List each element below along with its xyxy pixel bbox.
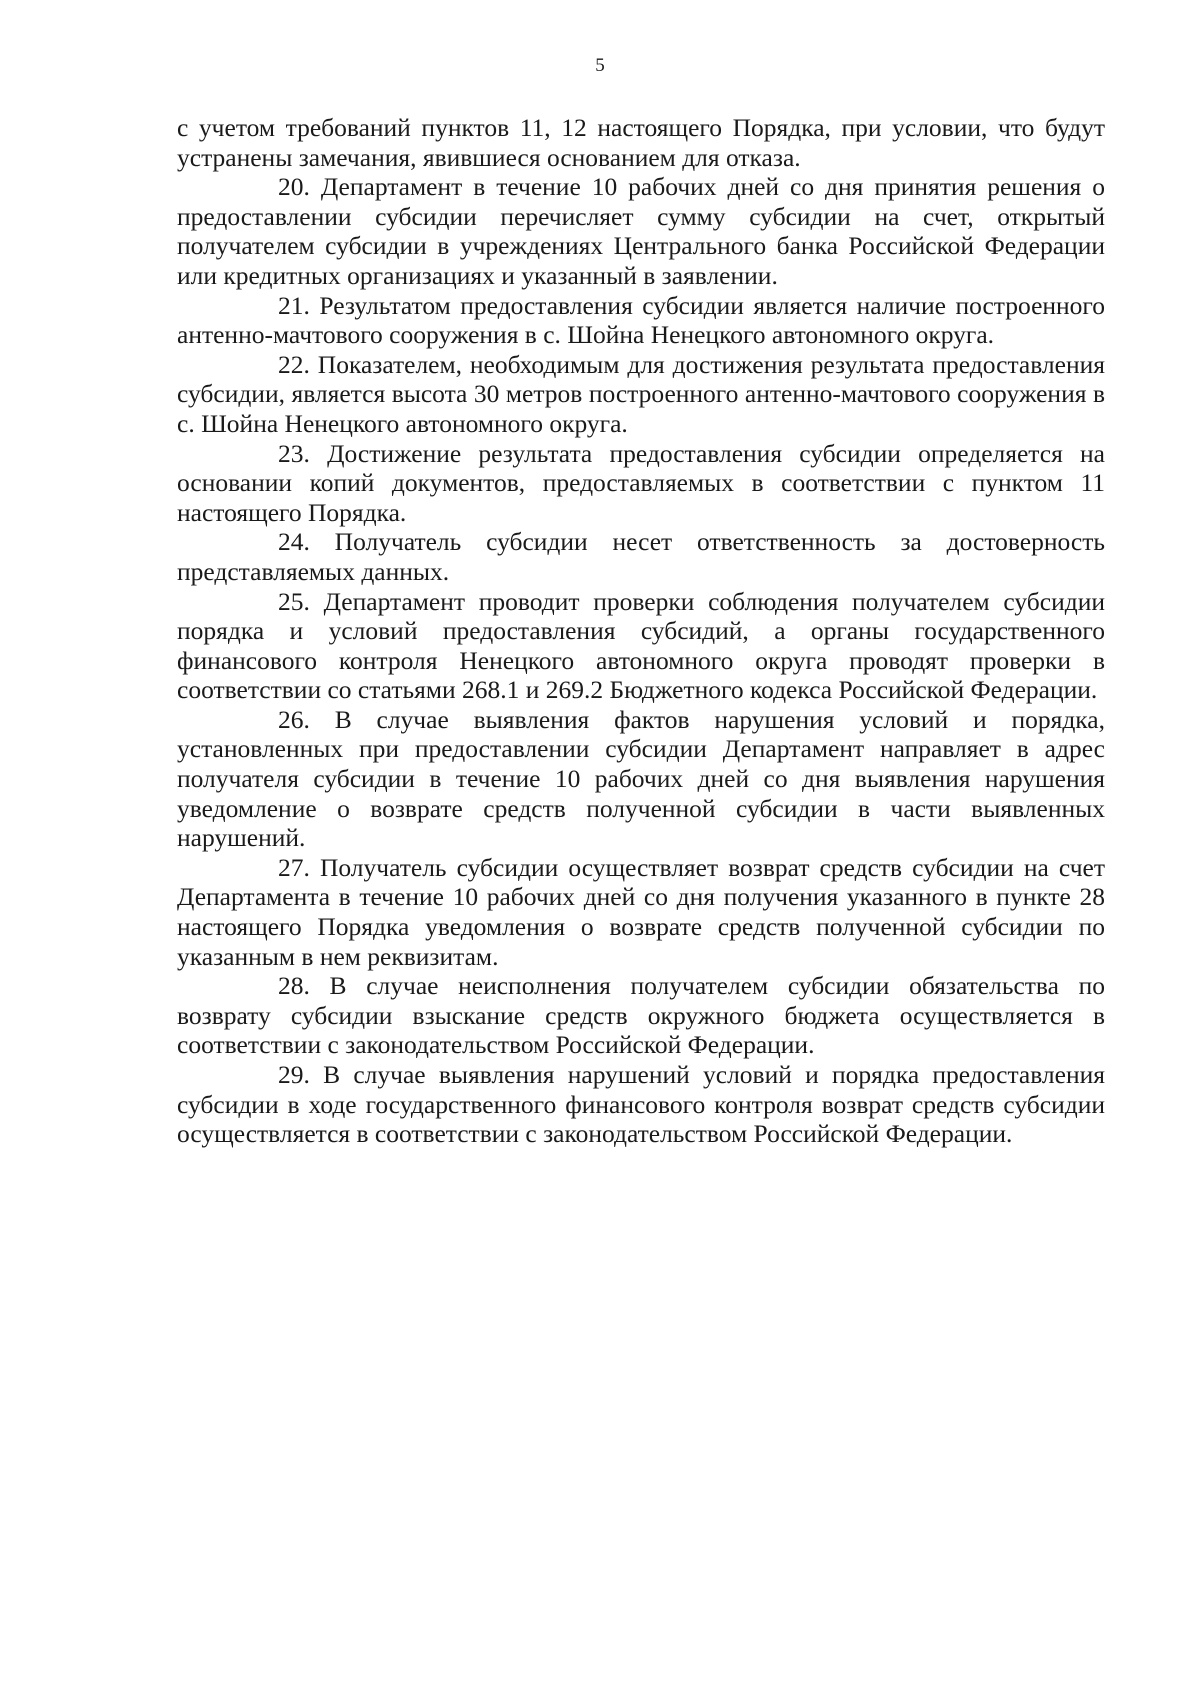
page-number: 5 <box>595 55 605 76</box>
document-body <box>177 113 1105 1149</box>
paragraph-22: 22. Показателем, необходимым для достижения результата предоставления субсидии, является высота 30 метров построенного антенно-мачтового сооружения в с. Шойна Ненецкого автономного округа. <box>177 349 1105 438</box>
paragraph-continuation: с учетом требований пунктов 11, 12 настоящего Порядка, при условии, что будут устранены замечания, явившиеся основанием для отказа. <box>177 113 1105 172</box>
paragraph-24: 24. Получатель субсидии несет ответственность за достоверность представляемых данных. <box>177 527 1105 586</box>
paragraph-23: 23. Достижение результата предоставления субсидии определяется на основании копий документов, предоставляемых в соответствии с пунктом 11 настоящего Порядка. <box>177 438 1105 527</box>
paragraph-27: 27. Получатель субсидии осуществляет возврат средств субсидии на счет Департамента в течение 10 рабочих дней со дня получения указанного в пункте 28 настоящего Порядка уведомления о возврате средств полученной субсидии по указанным в нем реквизитам. <box>177 852 1105 971</box>
paragraph-25: 25. Департамент проводит проверки соблюдения получателем субсидии порядка и условий предоставления субсидий, а органы государственного финансового контроля Ненецкого автономного округа проводят проверки в соответствии со статьями 268.1 и 269.2 Бюджетного кодекса Российской Федерации. <box>177 586 1105 705</box>
paragraph-28: 28. В случае неисполнения получателем субсидии обязательства по возврату субсидии взыскание средств окружного бюджета осуществляется в соответствии с законодательством Российской Федерации. <box>177 971 1105 1060</box>
paragraph-20: 20. Департамент в течение 10 рабочих дней со дня принятия решения о предоставлении субсидии перечисляет сумму субсидии на счет, открытый получателем субсидии в учреждениях Центрального банка Российской Федерации или кредитных организациях и указанный в заявлении. <box>177 172 1105 290</box>
paragraph-29: 29. В случае выявления нарушений условий и порядка предоставления субсидии в ходе государственного финансового контроля возврат средств субсидии осуществляется в соответствии с законодательством Российской Федерации. <box>177 1060 1105 1149</box>
paragraph-21: 21. Результатом предоставления субсидии является наличие построенного антенно-мачтового сооружения в с. Шойна Ненецкого автономного округа. <box>177 290 1105 350</box>
paragraph-26: 26. В случае выявления фактов нарушения условий и порядка, установленных при предоставлении субсидии Департамент направляет в адрес получателя субсидии в течение 10 рабочих дней со дня выявления нарушения уведомление о возврате средств полученной субсидии в части выявленных нарушений. <box>177 704 1105 853</box>
